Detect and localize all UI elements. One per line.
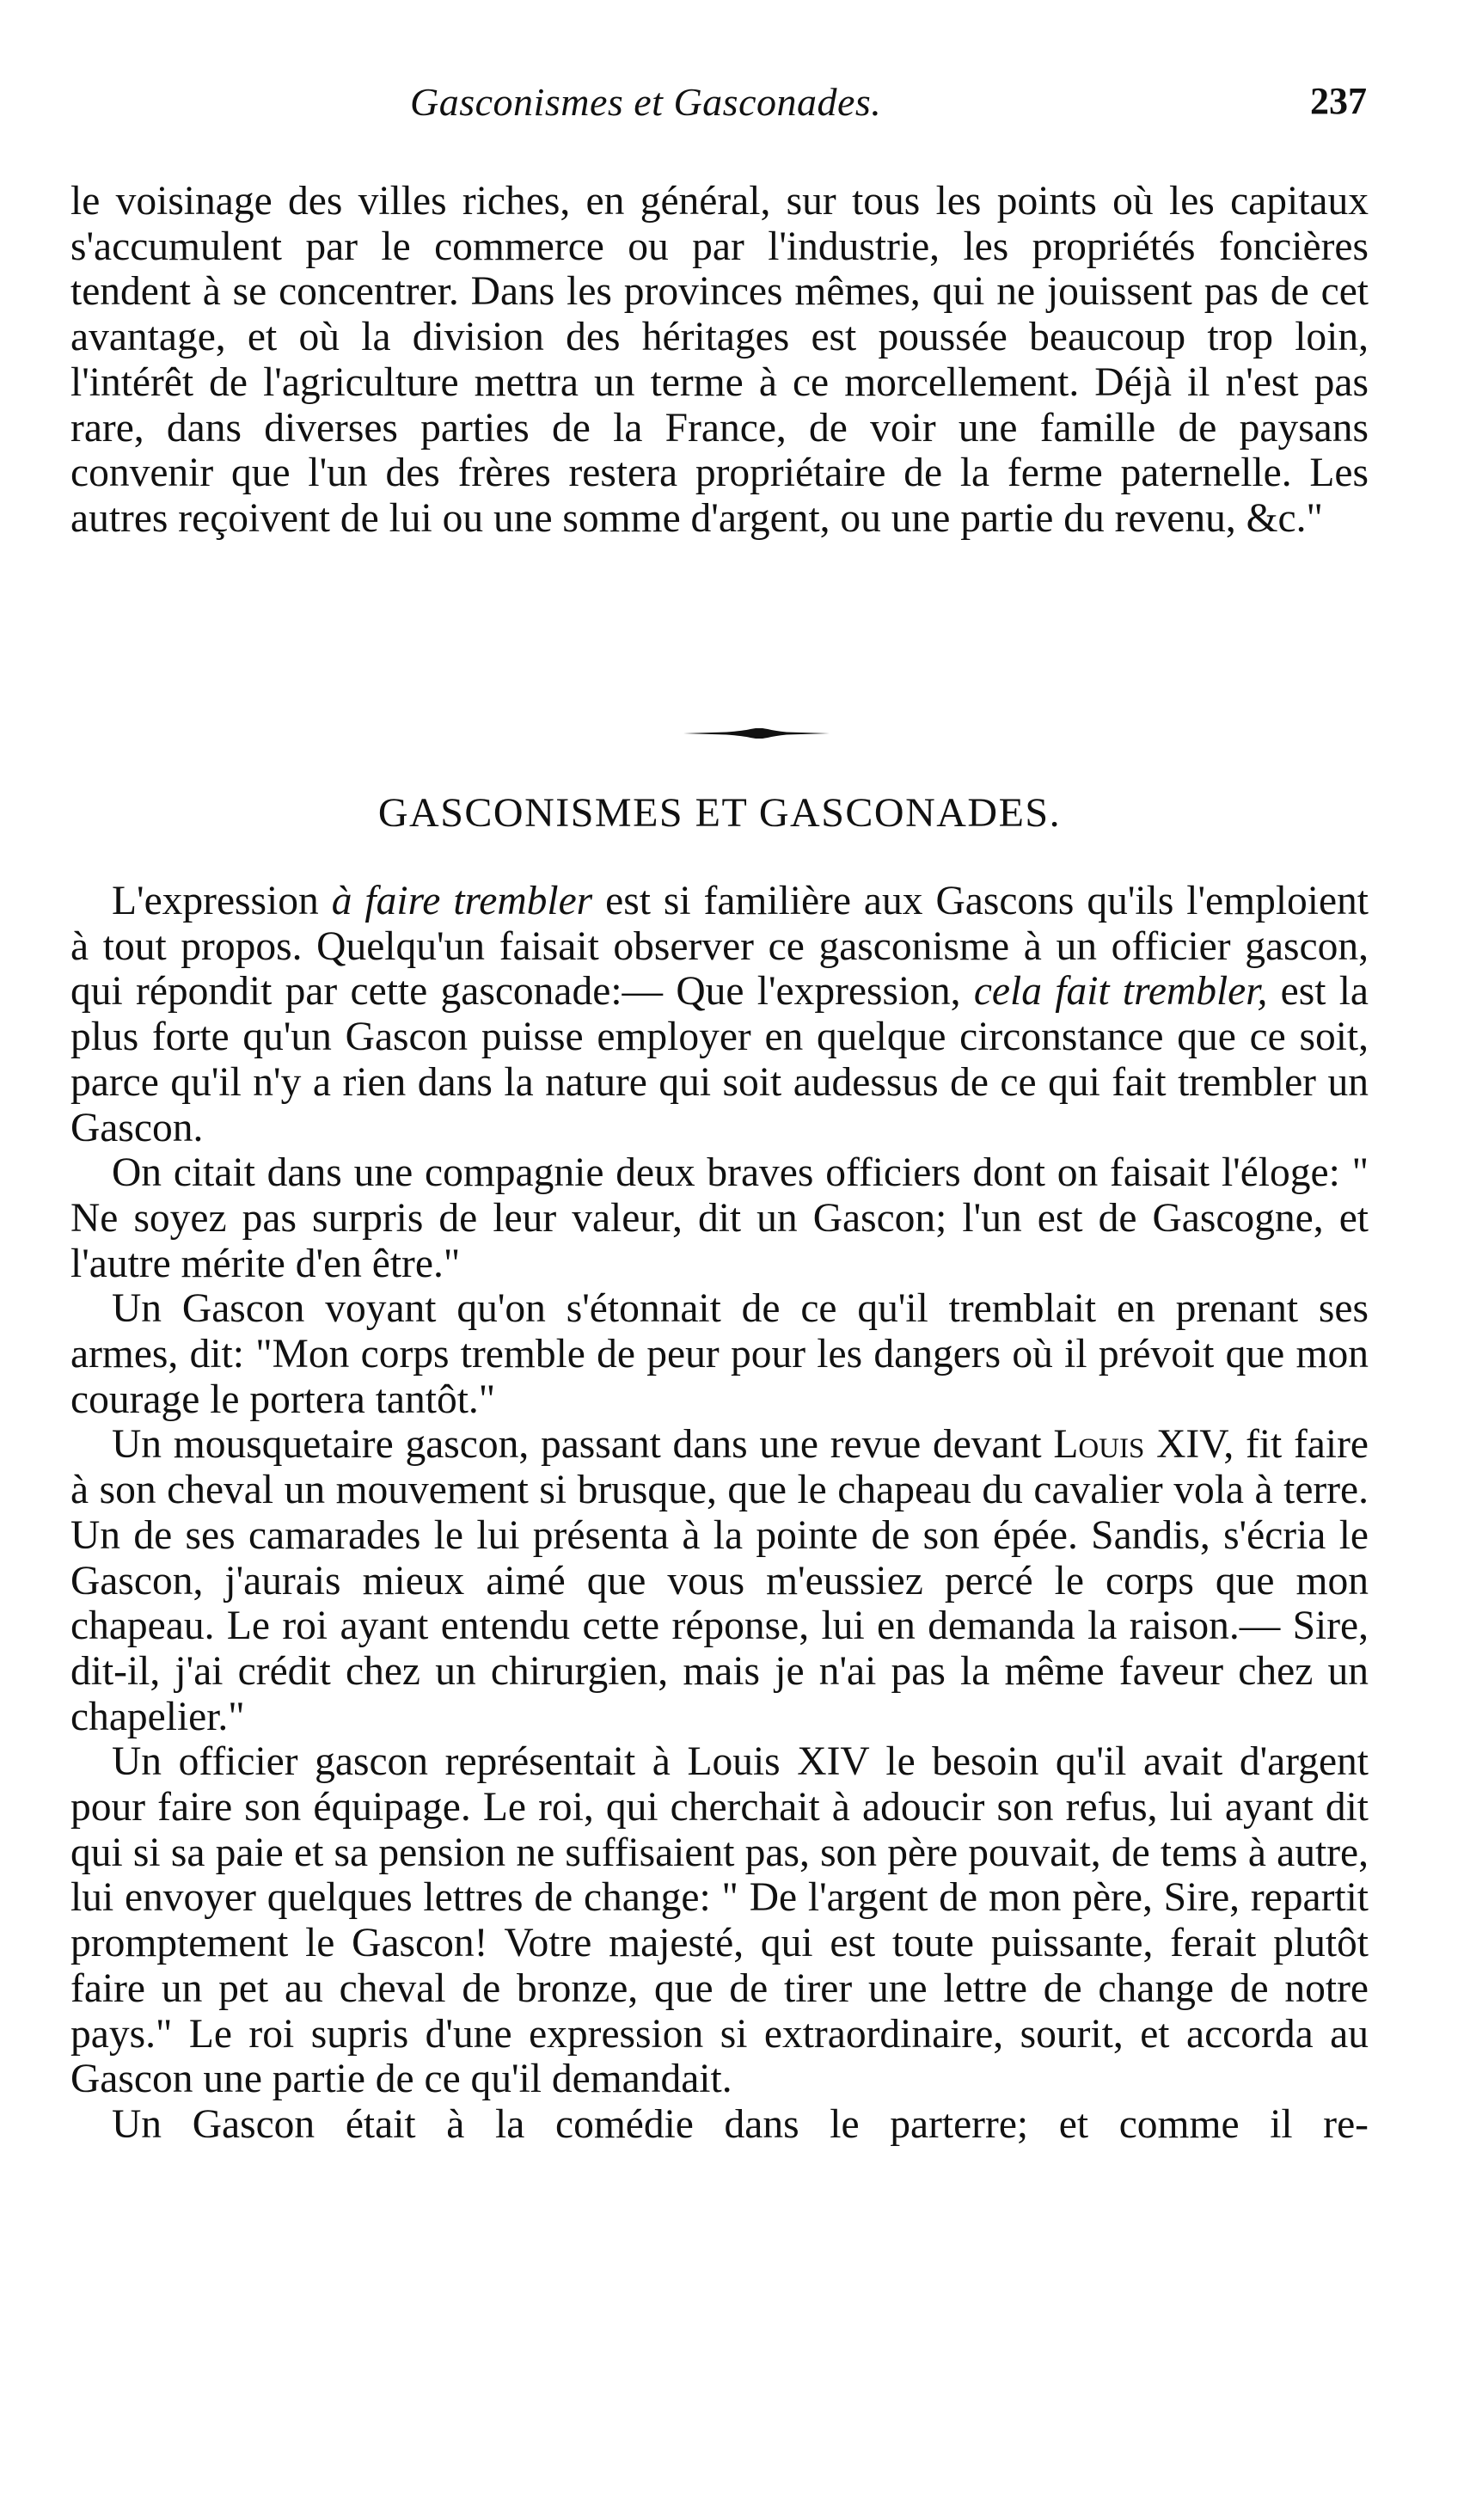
p1-italic-phrase-2: cela fait trembler,: [973, 969, 1268, 1015]
paragraph-6: Un Gascon était à la comédie dans le parterre; et comme il re-: [112, 2101, 1369, 2147]
book-page: [70, 0, 1369, 2520]
running-title: Gasconismes et Gasconades.: [410, 80, 882, 124]
rule-ornament-icon: [683, 727, 830, 740]
p4-text-a: Un mousquetaire gascon, passant dans une revue devant: [112, 1422, 1054, 1468]
p4-louis-smallcaps: Louis: [1053, 1422, 1145, 1468]
paragraph-5: Un officier gascon représentait à Louis XIV le besoin qu'il avait d'argent pour faire son équipage. Le roi, qui cherchait à adoucir son refus, lui ayant dit qui si sa paie et sa pension ne suffisaient pas, son père pouvait, de tems à autre, lui envoyer quelques lettres de change: " De l'argent de mon père, Sire, repartit promptement le Gascon! Votre majesté, qui est toute puissante, ferait plutôt faire un pet au cheval de bronze, que de tirer une lettre de change de notre pays." Le roi supris d'une expression si extraordinaire, sourit, et accorda au Gascon une partie de ce qu'il demandait.: [70, 1739, 1369, 2102]
paragraph-1: [70, 879, 1369, 1150]
paragraph-3: Un Gascon voyant qu'on s'étonnait de ce qu'il tremblait en prenant ses armes, dit: "Mon corps tremble de peur pour les dangers où il prévoit que mon courage le portera tantôt.": [70, 1286, 1369, 1422]
page-number: 237: [1310, 80, 1367, 122]
section-heading: GASCONISMES ET GASCONADES.: [377, 790, 1062, 836]
p1-text-c: est la plus forte qu'un Gascon puisse employer en quelque circonstance que ce soit, parce qu'il n'y a rien dans la nature qui soit audessus de ce qui fait trembler un Gascon.: [70, 969, 1369, 1150]
p1-text-b: est si familière aux Gascons qu'ils l'emploient à tout propos. Quelqu'un faisait observer ce gasconisme à un officier gascon, qui répondit par cette gasconade:— Que l'expression,: [70, 879, 1369, 1015]
p4-text-b: XIV, fit faire à son cheval un mouvement si brusque, que le chapeau du cavalier vola à terre. Un de ses camarades le lui présenta à la pointe de son épée. Sandis, s'écria le Gascon, j'aurais mieux aimé que vous m'eussiez percé le corps que mon chapeau. Le roi ayant entendu cette réponse, lui en demanda la raison.— Sire, dit-il, j'ai crédit chez un chirurgien, mais je n'ai pas la même faveur chez un chapelier.": [70, 1422, 1369, 1739]
running-head: [70, 79, 1369, 131]
carry-over-paragraph: le voisinage des villes riches, en général, sur tous les points où les capitaux s'accumulent par le commerce ou par l'industrie, les propriétés foncières tendent à se concentrer. Dans les provinces mêmes, qui ne jouissent pas de cet avantage, et où la division des héritages est poussée beaucoup trop loin, l'intérêt de l'agriculture mettra un terme à ce morcellement. Déjà il n'est pas rare, dans diverses parties de la France, de voir une famille de paysans convenir que l'un des frères restera propriétaire de la ferme paternelle. Les autres reçoivent de lui ou une somme d'argent, ou une partie du revenu, &c.": [70, 179, 1369, 541]
p1-text-a: L'expression: [112, 879, 332, 923]
paragraph-2: On citait dans une compagnie deux braves officiers dont on faisait l'éloge: " Ne soyez pas surpris de leur valeur, dit un Gascon; l'un est de Gascogne, et l'autre mérite d'en être.": [70, 1150, 1369, 1286]
p1-italic-phrase-1: à faire trembler: [331, 879, 593, 923]
paragraph-4: [70, 1422, 1369, 1739]
section-body: [70, 879, 1369, 2148]
